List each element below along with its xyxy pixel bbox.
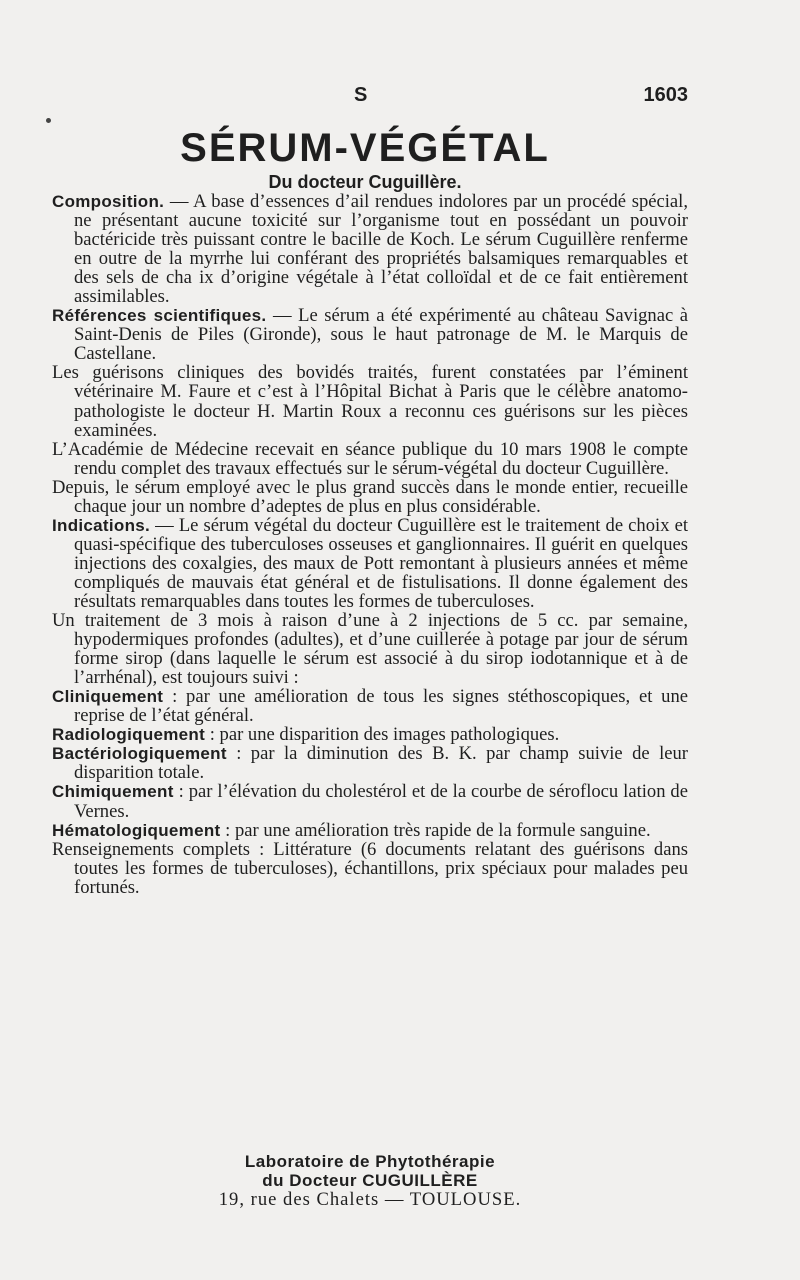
- section-text: Depuis, le sérum employé avec le plus grand succès dans le monde entier, recueille chaque jour un nombre d’adeptes de plus en plus considérable.: [52, 476, 688, 517]
- section-label: Indications.: [52, 515, 151, 535]
- section-label: Références scientifiques.: [52, 306, 267, 326]
- paragraph-references: [52, 306, 688, 363]
- section-label: Composition.: [52, 192, 165, 211]
- section-text: : par la diminution des B. K. par champ suivie de leur disparition totale.: [74, 743, 688, 784]
- paragraph-renseignements: [52, 840, 688, 897]
- section-text: Renseignements complets : Littérature (6 documents relatant des guérisons dans toutes les formes de tuberculoses), échantillons, prix spéciaux pour malades peu fortunés.: [52, 838, 688, 898]
- section-text: Les guérisons cliniques des bovidés traités, furent constatées par l’éminent vétérinaire M. Faure et c’est à l’Hôpital Bichat à Paris que le célèbre anatomo-pathologiste le docteur H. Martin Roux a reconnu ces guérisons sur les pièces examinées.: [52, 362, 688, 441]
- section-label: Chimiquement: [52, 782, 174, 802]
- section-text: — A base d’essences d’ail rendues indolores par un procédé spécial, ne présentant aucune toxicité sur l’organisme tout en possédant un pouvoir bactéricide très puissant contre le bacille de Koch. Le sérum Cuguillère renferme en outre de la myrrhe lui conférant des propriétés balsamiques remarquables et des sels de cha ix d’origine végétale à l’état colloïdal et de ce fait entièrement assimilables.: [74, 191, 688, 308]
- section-text: : par une amélioration de tous les signes stéthoscopiques, et une reprise de l’état général.: [74, 686, 688, 727]
- doctor-name: du Docteur CUGUILLÈRE: [262, 1171, 478, 1190]
- section-label: Radiologiquement: [52, 725, 206, 745]
- paragraph-composition: [52, 192, 688, 306]
- paragraph-cliniquement: [52, 687, 688, 725]
- section-text: : par une amélioration très rapide de la formule sanguine.: [220, 819, 651, 841]
- footer-address-block: [0, 1152, 740, 1209]
- laboratory-name: Laboratoire de Phytothérapie: [244, 1152, 496, 1171]
- paragraph-indications: [52, 516, 688, 611]
- section-text: Un traitement de 3 mois à raison d’une à 2 injections de 5 cc. par semaine, hypodermiques profondes (adultes), et d’une cuillerée à potage par jour de sérum forme sirop (dans laquelle le sérum est associé à du sirop iodotannique et à de l’arrhénal), est toujours suivi :: [52, 610, 688, 689]
- paragraph-guerisons: [52, 363, 688, 439]
- section-text: : par l’élévation du cholestérol et de la courbe de séroflocu lation de Vernes.: [74, 781, 688, 822]
- paragraph-bacteriologiquement: [52, 744, 688, 782]
- section-text: — Le sérum végétal du docteur Cuguillère est le traitement de choix et quasi-spécifique des tuberculoses osseuses et ganglionnaires. Il guérit en quelques injections des coxalgies, des maux de Pott remontant à plusieurs années et même compliqués de mauvais état général et de fistulisations. Il donne également des résultats remarquables dans toutes les formes de tuberculoses.: [74, 514, 688, 612]
- section-letter: S: [354, 84, 368, 106]
- section-text: L’Académie de Médecine recevait en séance publique du 10 mars 1908 le compte rendu complet des travaux effectués sur le sérum-végétal du docteur Cuguillère.: [52, 438, 688, 479]
- paragraph-chimiquement: [52, 782, 688, 820]
- paragraph-depuis: [52, 478, 688, 516]
- paragraph-academie: [52, 440, 688, 478]
- paragraph-radiologiquement: [52, 725, 688, 744]
- section-label: Bactériologiquement: [52, 744, 227, 764]
- running-header: [0, 84, 800, 108]
- section-label: Hématologiquement: [52, 820, 221, 840]
- street-address: 19, rue des Chalets — TOULOUSE.: [218, 1189, 522, 1210]
- margin-dot: [46, 118, 51, 123]
- paragraph-hematologiquement: [52, 821, 688, 840]
- page-number: 1603: [643, 84, 688, 106]
- section-text: : par une disparition des images pathologiques.: [205, 724, 560, 746]
- page-title: SÉRUM-VÉGÉTAL: [180, 126, 550, 170]
- paragraph-traitement: [52, 611, 688, 687]
- page-subtitle: Du docteur Cuguillère.: [268, 172, 462, 192]
- article-body: [52, 192, 688, 897]
- section-text: — Le sérum a été expérimenté au château Savignac à Saint-Denis de Piles (Gironde), sous le haut patronage de M. le Marquis de Castellane.: [74, 305, 688, 365]
- section-label: Cliniquement: [52, 687, 164, 707]
